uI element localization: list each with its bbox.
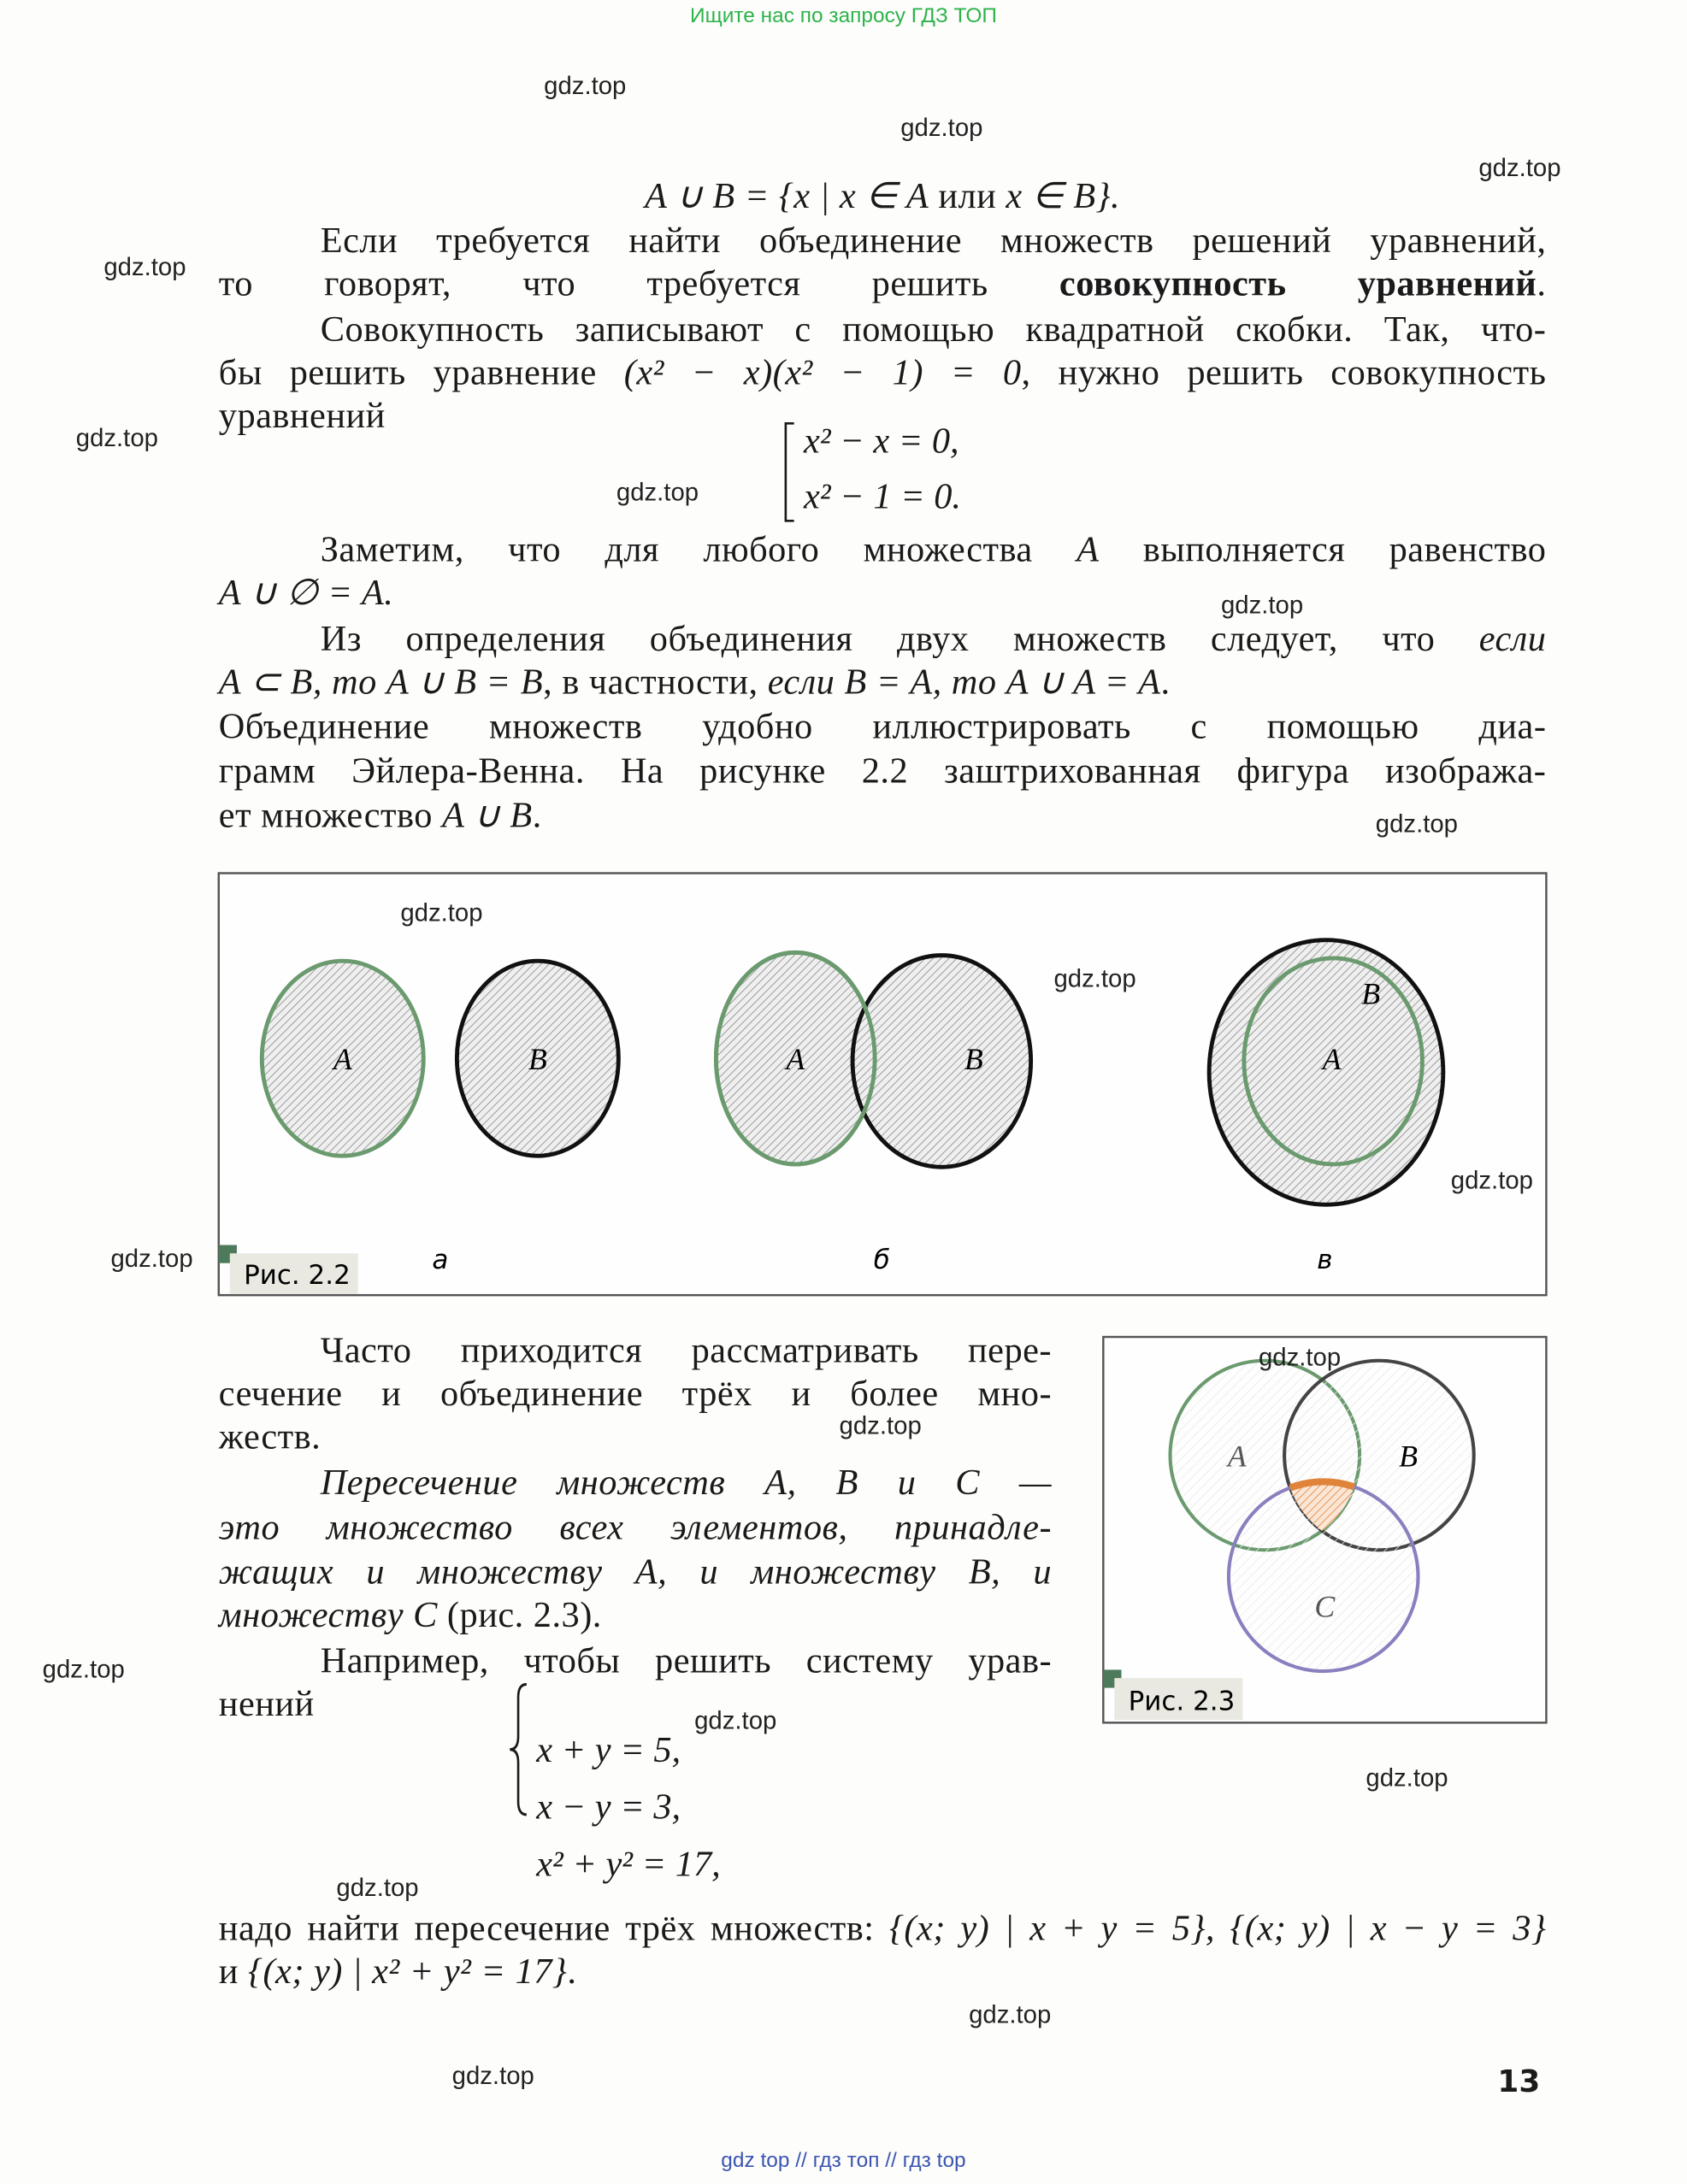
watermark: gdz.top bbox=[400, 898, 483, 927]
watermark: gdz.top bbox=[110, 1244, 193, 1273]
watermark: gdz.top bbox=[1478, 154, 1561, 182]
text: выполняется равенство bbox=[1099, 529, 1547, 570]
watermark: gdz.top bbox=[694, 1706, 777, 1735]
text-line: грамм Эйлера-Венна. На рисунке 2.2 заштрихованная фигура изобража- bbox=[218, 751, 1547, 792]
text: (рис. 2.3). bbox=[437, 1594, 602, 1635]
page-number: 13 bbox=[1497, 2065, 1541, 2100]
text-line: Часто приходится рассматривать пере- bbox=[320, 1329, 1053, 1371]
label-b: B bbox=[964, 1042, 983, 1077]
watermark: gdz.top bbox=[451, 2062, 534, 2090]
system-equation: x + y = 5, bbox=[536, 1729, 681, 1770]
label-b: B bbox=[1399, 1439, 1419, 1474]
label-a: A bbox=[786, 1042, 805, 1077]
text: надо найти пересечение трёх множеств: bbox=[218, 1908, 889, 1949]
bold-term: совокупность уравнений bbox=[1059, 262, 1537, 304]
equation: (x² − x)(x² − 1) = 0 bbox=[623, 352, 1022, 393]
text: бы решить уравнение bbox=[218, 352, 624, 393]
definition-line: это множество всех элементов, принадле- bbox=[218, 1506, 1053, 1548]
subfigure-label-c: в bbox=[1317, 1245, 1333, 1276]
label-b: B bbox=[1361, 976, 1381, 1011]
watermark: gdz.top bbox=[900, 113, 983, 142]
figure-caption: Рис. 2.3 bbox=[1128, 1686, 1236, 1717]
label-b: B bbox=[528, 1042, 547, 1077]
text-line: Если требуется найти объединение множеств решений уравнений, bbox=[320, 220, 1547, 261]
subfigure-label-b: б bbox=[873, 1245, 890, 1276]
text: , в частности, bbox=[543, 661, 768, 703]
subfigure-label-a: а bbox=[432, 1245, 449, 1276]
watermark: gdz.top bbox=[336, 1874, 419, 1902]
watermark: gdz.top bbox=[1450, 1166, 1533, 1195]
text-line: жеств. bbox=[218, 1416, 321, 1457]
text-line bbox=[219, 1906, 1547, 1951]
italic-text: множеству C bbox=[218, 1594, 438, 1635]
formula-part: A ∪ B = {x | x ∈ A bbox=[645, 175, 929, 216]
math: A ∪ B bbox=[442, 795, 533, 836]
math: {(x; y) | x + y = 5}, {(x; y) | x − y = 3} bbox=[888, 1908, 1547, 1949]
set-b-circle bbox=[852, 956, 1031, 1168]
definition-line bbox=[219, 1593, 1052, 1638]
italic-text: если bbox=[1478, 618, 1547, 659]
text: . bbox=[1537, 262, 1547, 304]
definition-line: Пересечение множеств A, B и C — bbox=[320, 1462, 1053, 1503]
math: A bbox=[1076, 529, 1100, 570]
text-line: Совокупность записывают с помощью квадратной скобки. Так, что- bbox=[320, 309, 1547, 350]
label-a: A bbox=[1322, 1042, 1342, 1077]
italic-text: если B = A, то A ∪ A = A bbox=[767, 661, 1161, 703]
top-banner[interactable]: Ищите нас по запросу ГДЗ ТОП bbox=[690, 3, 997, 28]
text-line: Объединение множеств удобно иллюстрировать с помощью диа- bbox=[218, 706, 1547, 747]
watermark: gdz.top bbox=[1258, 1343, 1342, 1371]
math: {(x; y) | x² + y² = 17} bbox=[248, 1951, 568, 1992]
watermark: gdz.top bbox=[103, 252, 186, 281]
bracket-equation: x² − 1 = 0. bbox=[804, 476, 962, 517]
text: Заметим, что для любого множества bbox=[320, 529, 1077, 570]
italic-text: A ⊂ B, то A ∪ B = B bbox=[218, 661, 544, 703]
system-equation: x² + y² = 17, bbox=[536, 1844, 721, 1885]
label-a: A bbox=[333, 1042, 352, 1077]
text-line: нений bbox=[218, 1683, 315, 1724]
text-line: сечение и объединение трёх и более мно- bbox=[218, 1373, 1053, 1414]
watermark: gdz.top bbox=[1366, 1763, 1448, 1792]
system-equation: x − y = 3, bbox=[536, 1787, 681, 1828]
text-line bbox=[219, 1950, 1547, 1994]
watermark: gdz.top bbox=[616, 478, 699, 507]
watermark: gdz.top bbox=[839, 1411, 922, 1439]
watermark: gdz.top bbox=[969, 2000, 1052, 2028]
formula-part: x ∈ B}. bbox=[1006, 175, 1121, 216]
bracket-equation: x² − x = 0, bbox=[804, 421, 959, 462]
watermark: gdz.top bbox=[42, 1655, 125, 1683]
footer-links[interactable]: gdz top // гдз топ // гдз top bbox=[721, 2148, 966, 2173]
text: то говорят, что требуется решить bbox=[218, 262, 1059, 304]
text: ет множество bbox=[218, 795, 443, 836]
text: и bbox=[218, 1951, 249, 1992]
formula-part: или bbox=[929, 175, 1006, 216]
watermark: gdz.top bbox=[75, 424, 158, 452]
text: . bbox=[532, 795, 542, 836]
watermark: gdz.top bbox=[1220, 591, 1304, 620]
text-line: A ∪ ∅ = A. bbox=[218, 572, 394, 613]
text-line: уравнений bbox=[218, 395, 386, 436]
label-c: C bbox=[1314, 1589, 1336, 1624]
text: , нужно решить совокупность bbox=[1021, 352, 1547, 393]
watermark: gdz.top bbox=[544, 71, 627, 100]
definition-line: жащих и множеству A, и множеству B, и bbox=[218, 1551, 1053, 1592]
watermark: gdz.top bbox=[1053, 964, 1136, 992]
watermark: gdz.top bbox=[1375, 809, 1458, 838]
text-line: Например, чтобы решить систему урав- bbox=[320, 1640, 1053, 1681]
text: . bbox=[567, 1951, 577, 1992]
label-a: A bbox=[1227, 1439, 1247, 1474]
figure-caption: Рис. 2.2 bbox=[244, 1260, 351, 1292]
text: Из определения объединения двух множеств следует, что bbox=[320, 618, 1479, 659]
text: . bbox=[1160, 661, 1171, 703]
